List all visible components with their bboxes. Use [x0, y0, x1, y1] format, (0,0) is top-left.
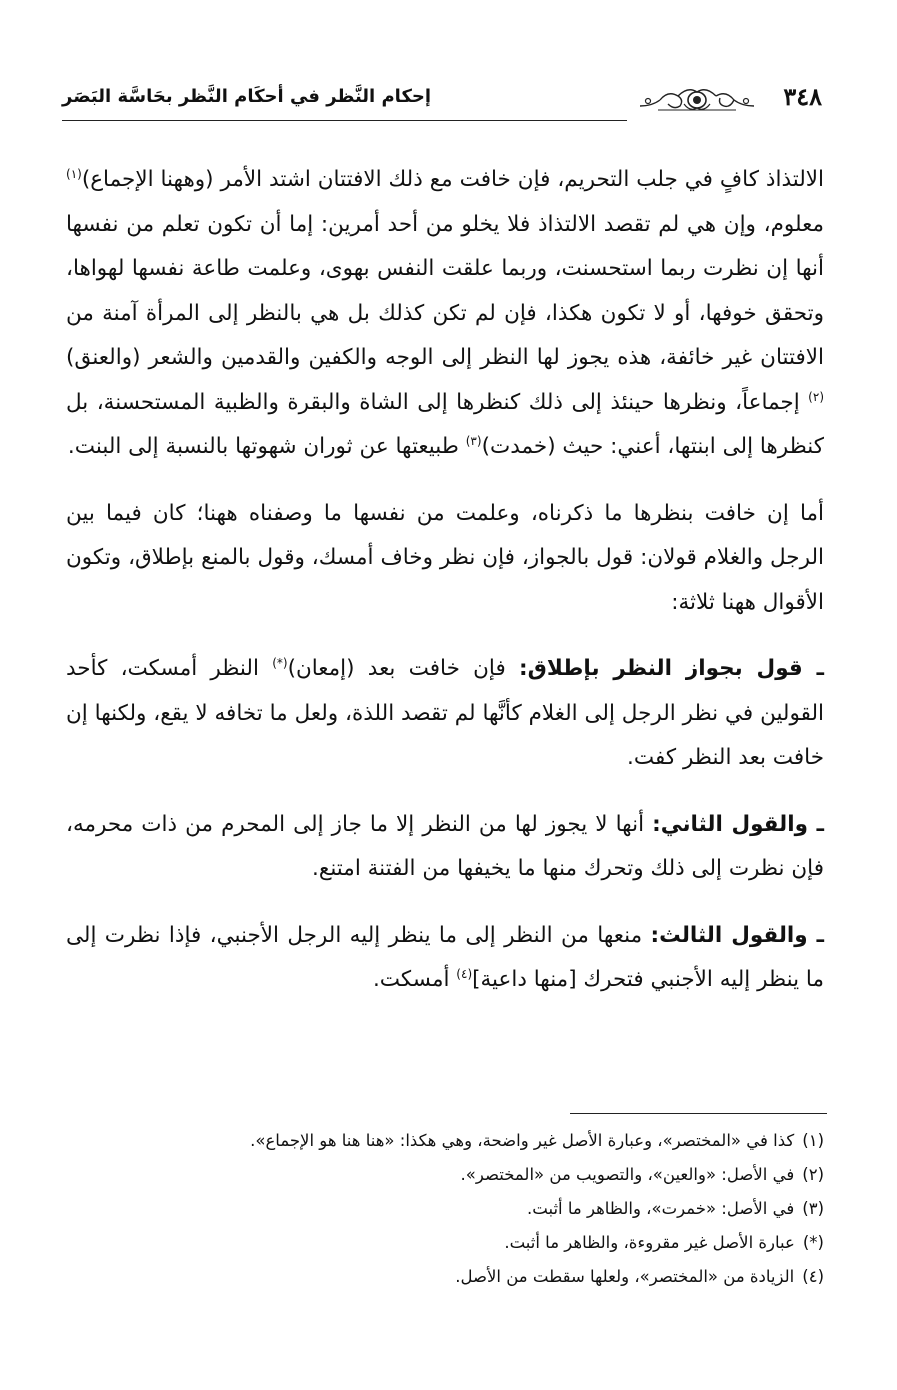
footnote-text: الزيادة من «المختصر»، ولعلها سقطت من الأصل.	[455, 1267, 795, 1286]
floral-ornament-icon	[638, 84, 756, 114]
paragraph-2: أما إن خافت بنظرها ما ذكرناه، وعلمت من نفسها ما وصفناه ههنا؛ كان فيما بين الرجل والغلام قولان: قول بالجواز، فإن نظر وخاف أمسك، وقول بالمنع بإطلاق، وتكون الأقوال ههنا ثلاثة:	[66, 500, 824, 615]
footnote-3	[66, 1192, 824, 1226]
paragraph-3	[66, 647, 824, 781]
footnote-ref-1[interactable]: (١)	[66, 166, 82, 181]
footnote-mark: (٢)	[802, 1165, 824, 1184]
header-divider	[62, 120, 627, 121]
paragraph-4	[66, 803, 824, 892]
footnote-mark: (٤)	[802, 1267, 824, 1286]
paragraph-4-text: أنها لا يجوز لها من النظر إلا ما جاز إلى المحرم من ذات محرمه، فإن نظرت إلى ذلك وتحرك منها ما يخيفها من الفتنة امتنع.	[66, 811, 824, 881]
opinion-3-heading: ـ والقول الثالث:	[650, 922, 824, 948]
page-number: ٣٤٨	[783, 82, 822, 111]
footnote-1	[66, 1124, 824, 1158]
paragraph-3-text-a: فإن خافت بعد (إمعان)	[287, 656, 519, 681]
footnote-2	[66, 1158, 824, 1192]
paragraph-1-text-a: الالتذاذ كافٍ في جلب التحريم، فإن خافت مع ذلك الافتتان اشتد الأمر (وههنا الإجماع)	[81, 167, 824, 192]
opinion-2-heading: ـ والقول الثاني:	[652, 811, 824, 837]
footnote-text: في الأصل: «خمرت»، والظاهر ما أثبت.	[527, 1199, 795, 1218]
paragraph-5-text-b: أمسكت.	[372, 967, 457, 992]
footnote-text: كذا في «المختصر»، وعبارة الأصل غير واضحة، وهي هكذا: «هنا هنا هو الإجماع».	[250, 1131, 795, 1150]
footnote-ref-2[interactable]: (٢)	[808, 389, 824, 404]
footnote-divider	[570, 1113, 827, 1114]
paragraph-1	[66, 158, 824, 470]
footnote-ref-4[interactable]: (٤)	[456, 966, 473, 981]
running-title: إحكام النَّظر في أحكَام النَّظر بحَاسَّة البَصَر	[62, 86, 432, 107]
footnote-ref-3[interactable]: (٣)	[465, 433, 482, 448]
paragraph-3-text-b: النظر أمسكت، كأحد القولين في نظر الرجل إلى الغلام كأنَّها لم تقصد اللذة، ولعل ما تخافه لا يقع، ولكنها إن خافت بعد النظر كفت.	[66, 656, 824, 770]
paragraph-1-text-c: إجماعاً، ونظرها حينئذ إلى ذلك كنظرها إلى الشاة والبقرة والظبية المستحسنة، بل كنظرها إلى ابنتها، أعني: حيث (خمدت)	[66, 389, 824, 459]
paragraph-1-text-d: طبيعتها عن ثوران شهوتها بالنسبة إلى البنت.	[67, 434, 466, 459]
paragraph-5	[66, 914, 824, 1003]
opinion-1-heading: ـ قول بجواز النظر بإطلاق:	[519, 656, 824, 681]
footnote-text: في الأصل: «والعين»، والتصويب من «المختصر».	[460, 1165, 795, 1184]
footnote-mark: (*)	[802, 1233, 824, 1252]
paragraph-5-text-a: منعها من النظر إلى ما ينظر إليه الرجل الأجنبي، فإذا نظرت إلى ما ينظر إليه الأجنبي فتحرك [منها داعية]	[66, 922, 824, 992]
footnote-mark: (٣)	[802, 1199, 824, 1218]
running-header	[62, 78, 822, 122]
footnote-ref-star[interactable]: (*)	[272, 655, 288, 670]
paragraph-1-text-b: معلوم، وإن هي لم تقصد الالتذاذ فلا يخلو من أحد أمرين: إما أن تكون تعلم من نفسها أنها إن نظرت ربما استحسنت، وربما علقت النفس بهوى، وعلمت طاعة نفسها لهواها، وتحقق خوفها، أو لا تكون هكذا، فإن لم تكن كذلك بل هي بالنظر إلى المرأة آمنة من الافتتان غير خائفة، هذه يجوز لها النظر إلى الوجه والكفين والقدمين والشعر (والعنق)	[66, 211, 824, 370]
footnote-star	[66, 1226, 824, 1260]
main-text	[66, 158, 824, 1003]
footnotes	[66, 1124, 824, 1294]
footnote-4	[66, 1260, 824, 1294]
footnote-mark: (١)	[802, 1131, 824, 1150]
footnote-text: عبارة الأصل غير مقروءة، والظاهر ما أثبت.	[504, 1233, 795, 1252]
